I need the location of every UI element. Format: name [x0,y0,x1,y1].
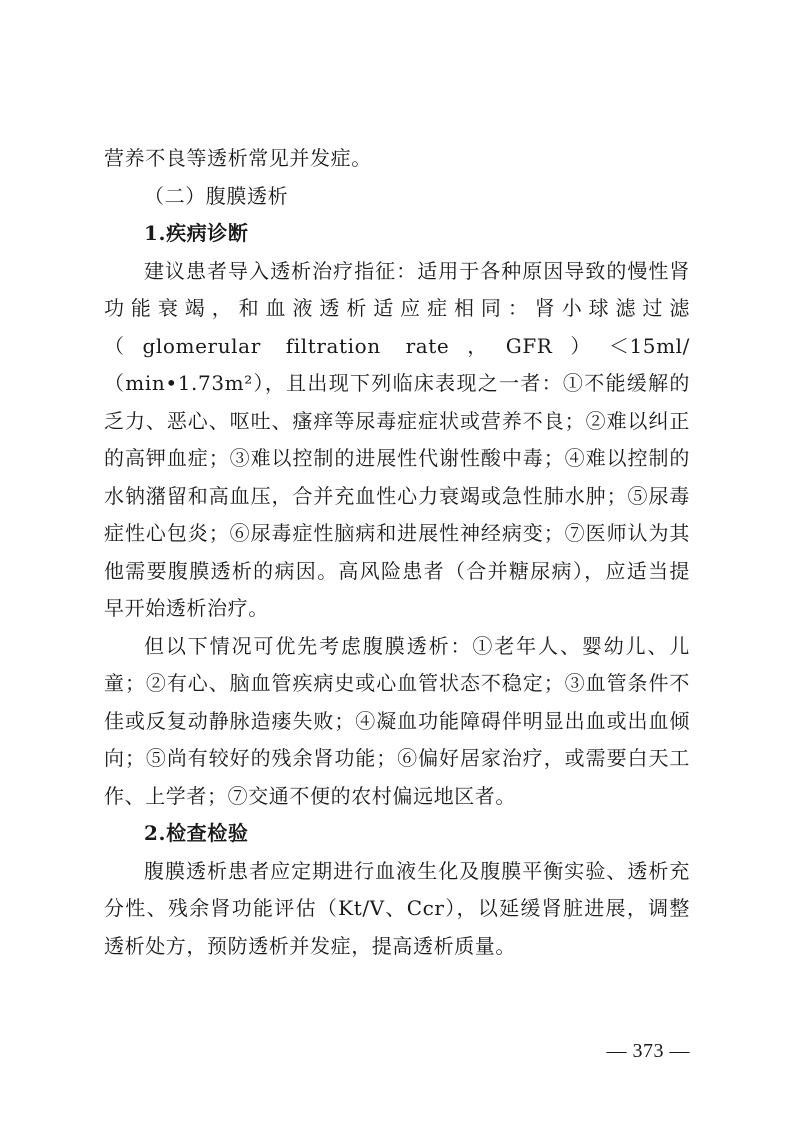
section-heading-examination: 2.检查检验 [144,821,249,845]
page-number: — 373 — [606,1040,690,1062]
section-heading-diagnosis: 1.疾病诊断 [144,221,249,245]
section-subheading: （二）腹膜透析 [144,183,289,208]
document-body [104,140,690,965]
paragraph-continuation: 营养不良等透析常见并发症。 [104,146,372,170]
paragraph-preferred-cases: 但以下情况可优先考虑腹膜透析：①老年人、婴幼儿、儿童；②有心、脑血管疾病史或心血管状态不稳定；③血管条件不佳或反复动静脉造瘘失败；④凝血功能障碍伴明显出血或出血倾向；⑤尚有较好的残余肾功能；⑥偏好居家治疗，或需要白天工作、上学者；⑦交通不便的农村偏远地区者。 [104,633,690,808]
paragraph-examination: 腹膜透析患者应定期进行血液生化及腹膜平衡实验、透析充分性、残余肾功能评估（Kt/V、Ccr），以延缓肾脏进展，调整透析处方，预防透析并发症，提高透析质量。 [104,858,690,958]
paragraph-indications: 建议患者导入透析治疗指征：适用于各种原因导致的慢性肾功能衰竭，和血液透析适应症相同：肾小球滤过滤（glomerular filtration rate，GFR）＜15ml/（min•1.73m²），且出现下列临床表现之一者：①不能缓解的乏力、恶心、呕吐、瘙痒等尿毒症症状或营养不良；②难以纠正的高钾血症；③难以控制的进展性代谢性酸中毒；④难以控制的水钠潴留和高血压，合并充血性心力衰竭或急性肺水肿；⑤尿毒症性心包炎；⑥尿毒症性脑病和进展性神经病变；⑦医师认为其他需要腹膜透析的病因。高风险患者（合并糖尿病），应适当提早开始透析治疗。 [104,258,690,620]
